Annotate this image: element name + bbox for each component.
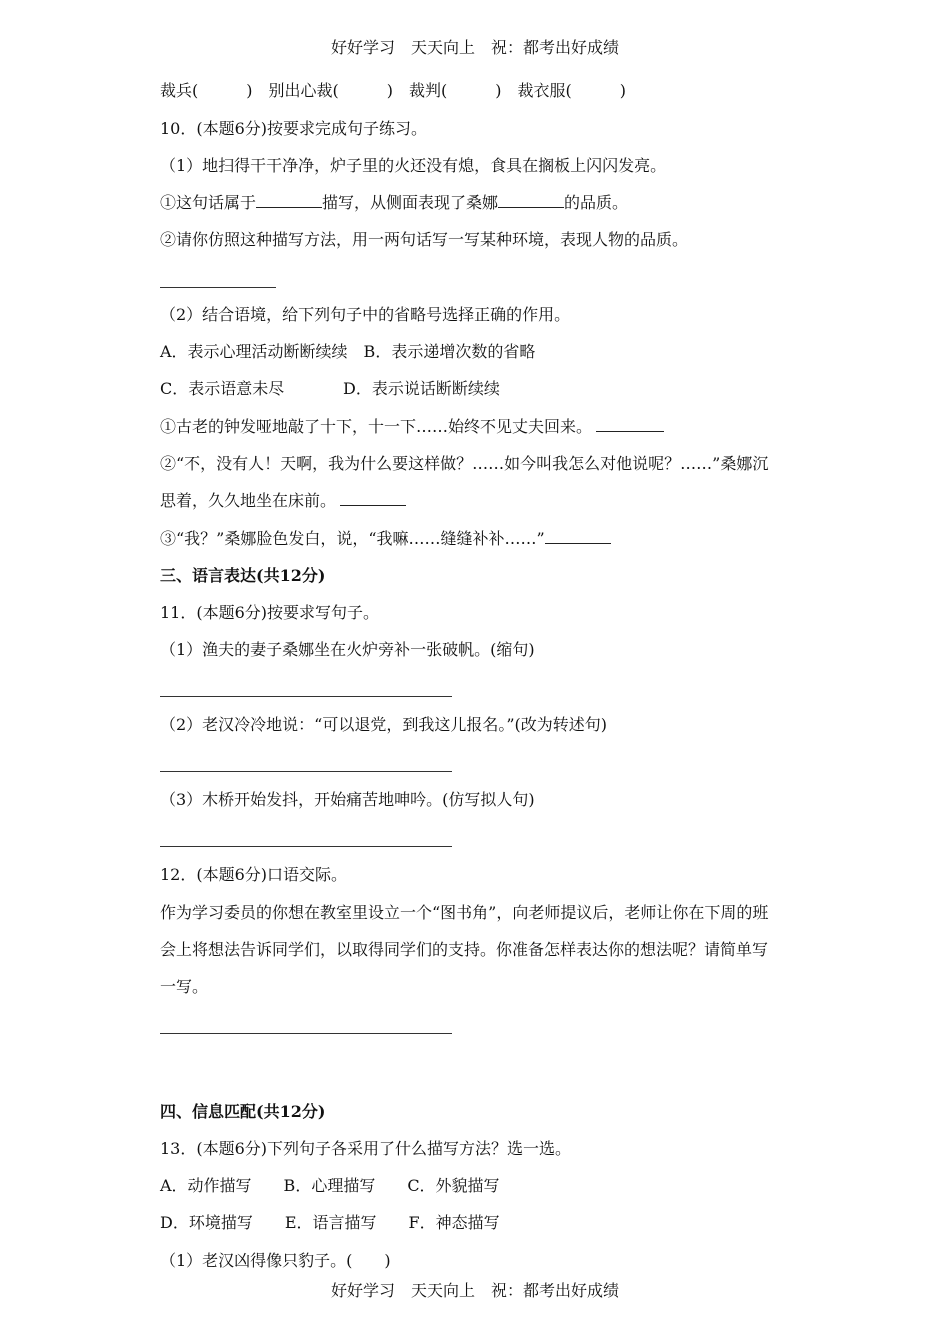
q12-prompt-line3: 一写。 [160, 977, 209, 996]
page-header: 好好学习 天天向上 祝：都考出好成绩 [330, 38, 619, 57]
word-list-line: 裁兵( ) 别出心裁( ) 裁判( ) 裁衣服( ) [160, 81, 626, 100]
q10-part1-sentence: （1）地扫得干干净净，炉子里的火还没有熄，食具在搁板上闪闪发亮。 [160, 156, 667, 175]
answer-line[interactable] [160, 771, 452, 772]
answer-blank[interactable] [545, 529, 611, 544]
q12-title: 12．(本题6分)口语交际。 [160, 865, 348, 884]
q12-prompt-line2: 会上将想法告诉同学们，以取得同学们的支持。你准备怎样表达你的想法呢？请简单写 [160, 940, 769, 959]
section-4-heading: 四、信息匹配(共12分) [160, 1102, 326, 1121]
q13-item-1: （1）老汉凶得像只豹子。( ) [160, 1251, 391, 1270]
q13-options-row1: A．动作描写 B．心理描写 C．外貌描写 [160, 1176, 500, 1195]
q10-options-ab: A．表示心理活动断断续续 B．表示递增次数的省略 [160, 342, 536, 361]
q11-title: 11．(本题6分)按要求写句子。 [160, 603, 380, 622]
q10-sentence-1: ①古老的钟发哑地敲了十下，十一下……始终不见丈夫回来。 [160, 417, 664, 437]
q10-part2-instruction: （2）结合语境，给下列句子中的省略号选择正确的作用。 [160, 305, 571, 324]
q11-part2: （2）老汉冷冷地说：“可以退党，到我这儿报名。”(改为转述句) [160, 715, 608, 734]
q10-title: 10．(本题6分)按要求完成句子练习。 [160, 119, 428, 138]
q11-part3: （3）木桥开始发抖，开始痛苦地呻吟。(仿写拟人句) [160, 790, 535, 809]
q10-option-d: D．表示说话断断续续 [343, 379, 500, 398]
answer-blank[interactable] [498, 193, 564, 208]
q10-sentence-2-line1: ②“不，没有人！天啊，我为什么要这样做？……如今叫我怎么对他说呢？……”桑娜沉 [160, 454, 769, 473]
page-footer: 好好学习 天天向上 祝：都考出好成绩 [330, 1281, 619, 1300]
answer-blank[interactable] [596, 417, 664, 432]
q10-option-c: C．表示语意未尽 [160, 379, 285, 398]
answer-line[interactable] [160, 1033, 452, 1034]
answer-line[interactable] [160, 846, 452, 847]
q11-part1: （1）渔夫的妻子桑娜坐在火炉旁补一张破帆。(缩句) [160, 640, 535, 659]
q10-sentence-3: ③“我？”桑娜脸色发白，说，“我嘛……缝缝补补……” [160, 529, 611, 549]
answer-line[interactable] [160, 696, 452, 697]
q13-title: 13．(本题6分)下列句子各采用了什么描写方法？选一选。 [160, 1139, 572, 1158]
q10-sentence-2-line2: 思着，久久地坐在床前。 [160, 491, 406, 511]
q10-part1-question-a: ①这句话属于 描写，从侧面表现了桑娜 的品质。 [160, 193, 629, 212]
section-3-heading: 三、语言表达(共12分) [160, 566, 326, 585]
q12-prompt-line1: 作为学习委员的你想在教室里设立一个“图书角”，向老师提议后，老师让你在下周的班 [160, 903, 769, 922]
q13-options-row2: D．环境描写 E．语言描写 F．神态描写 [160, 1213, 500, 1232]
q10-part1-question-b: ②请你仿照这种描写方法，用一两句话写一写某种环境，表现人物的品质。 [160, 230, 689, 249]
answer-line[interactable] [160, 287, 276, 288]
answer-blank[interactable] [256, 193, 322, 208]
answer-blank[interactable] [340, 491, 406, 506]
